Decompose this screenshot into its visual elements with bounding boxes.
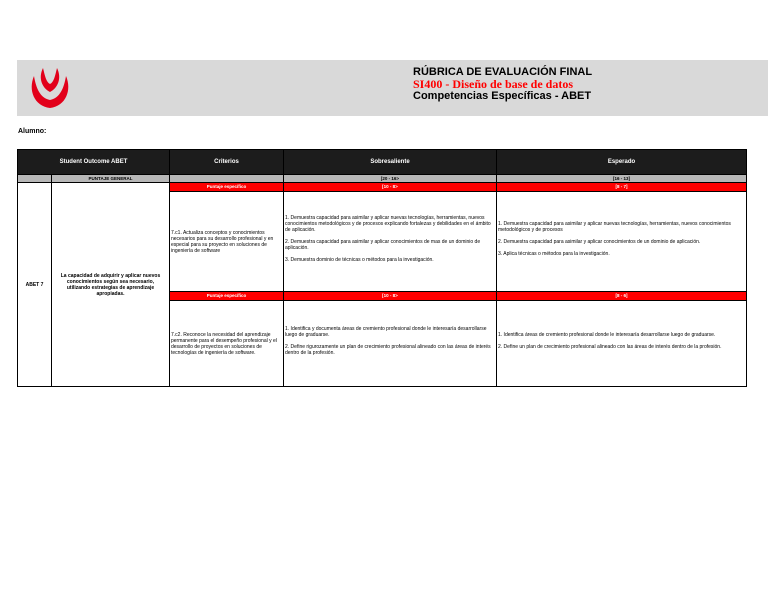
specific-score-label: Puntaje específico (170, 183, 284, 192)
descriptor: 1. Identifica áreas de cremiento profesional donde le interesaría desarrollarse luego de graduarse. (498, 331, 716, 338)
general-score-label: PUNTAJE GENERAL (52, 175, 170, 183)
general-score-sobresaliente: [20 - 16> (284, 175, 497, 183)
descriptor: 1. Demuestra capacidad para asimilar y aplicar nuevas tecnologías, herramientas, nuevos conocimientos metodológicos y de procesos (498, 220, 731, 233)
esperado-cell (497, 301, 747, 387)
descriptor: 2. Demuestra capacidad para asimilar y aplicar conocimientos de un dominio de aplicación. (498, 238, 701, 245)
descriptor: 2. Define un plan de crecimiento profesional alineado con las áreas de interés dentro de la profesión. (498, 343, 722, 350)
competencies-subtitle: Competencias Específicas - ABET (413, 90, 592, 102)
sobresaliente-cell (284, 301, 497, 387)
descriptor: 3. Demuestra dominio de técnicas o métodos para la investigación. (285, 256, 434, 263)
specific-score-esperado: [8 - 6] (497, 292, 747, 301)
esperado-cell (497, 192, 747, 292)
specific-score-sobresaliente: [10 - 8> (284, 183, 497, 192)
criterion-text: 7.c1. Actualiza conceptos y conocimientos necesarios para su desarrollo profesional y en especial para su proyecto en soluciones de ingeniería de software (170, 192, 284, 292)
col-header-outcome: Student Outcome ABET (18, 150, 170, 175)
header-band (17, 60, 768, 116)
descriptor: 1. Demuestra capacidad para asimilar y aplicar nuevas tecnologías, herramientas, nuevos conocimientos metodológicos y de procesos explicando fortalezas y debilidades en el ámbito de aplicación. (285, 214, 491, 233)
table-header-row (18, 150, 747, 175)
col-header-esperado: Esperado (497, 150, 747, 175)
col-header-criterios: Criterios (170, 150, 284, 175)
criterion-text: 7.c2. Reconoce la necesidad del aprendizaje permanente para el desempeño profesional y el desarrollo de proyectos en soluciones de tecnologías de ingeniería de software. (170, 301, 284, 387)
col-header-sobresaliente: Sobresaliente (284, 150, 497, 175)
student-label: Alumno: (18, 128, 47, 135)
outcome-text: La capacidad de adquirir y aplicar nuevos conocimientos según sea necesario, utilizando estrategias de aprendizaje apropiadas. (52, 183, 170, 387)
specific-score-label: Puntaje específico (170, 292, 284, 301)
general-blank (18, 175, 52, 183)
descriptor: 2. Define rigurozamente un plan de crecimiento profesional alineado con las áreas de interés dentro de la profesión. (285, 343, 491, 356)
sobresaliente-cell (284, 192, 497, 292)
header-titles (413, 66, 592, 102)
descriptor: 1. Identifica y documenta áreas de cremiento profesional donde le interesaría desarrollarse luego de graduarse. (285, 325, 487, 338)
descriptor: 3. Aplica técnicas o métodos para la investigación. (498, 250, 610, 257)
descriptor: 2. Demuestra capacidad para asimilar y aplicar conocimientos de mas de un dominio de aplicación. (285, 238, 481, 251)
specific-score-row-1 (18, 183, 747, 192)
general-blank-criterios (170, 175, 284, 183)
rubric-title: RÚBRICA DE EVALUACIÓN FINAL (413, 66, 593, 78)
abet-code: ABET 7 (18, 183, 52, 387)
course-title: SI400 - Diseño de base de datos (413, 77, 574, 91)
general-score-row (18, 175, 747, 183)
university-logo-icon (28, 64, 72, 110)
specific-score-esperado: [8 - 7] (497, 183, 747, 192)
rubric-table (17, 149, 747, 387)
general-score-esperado: [16 - 13] (497, 175, 747, 183)
specific-score-sobresaliente: [10 - 8> (284, 292, 497, 301)
